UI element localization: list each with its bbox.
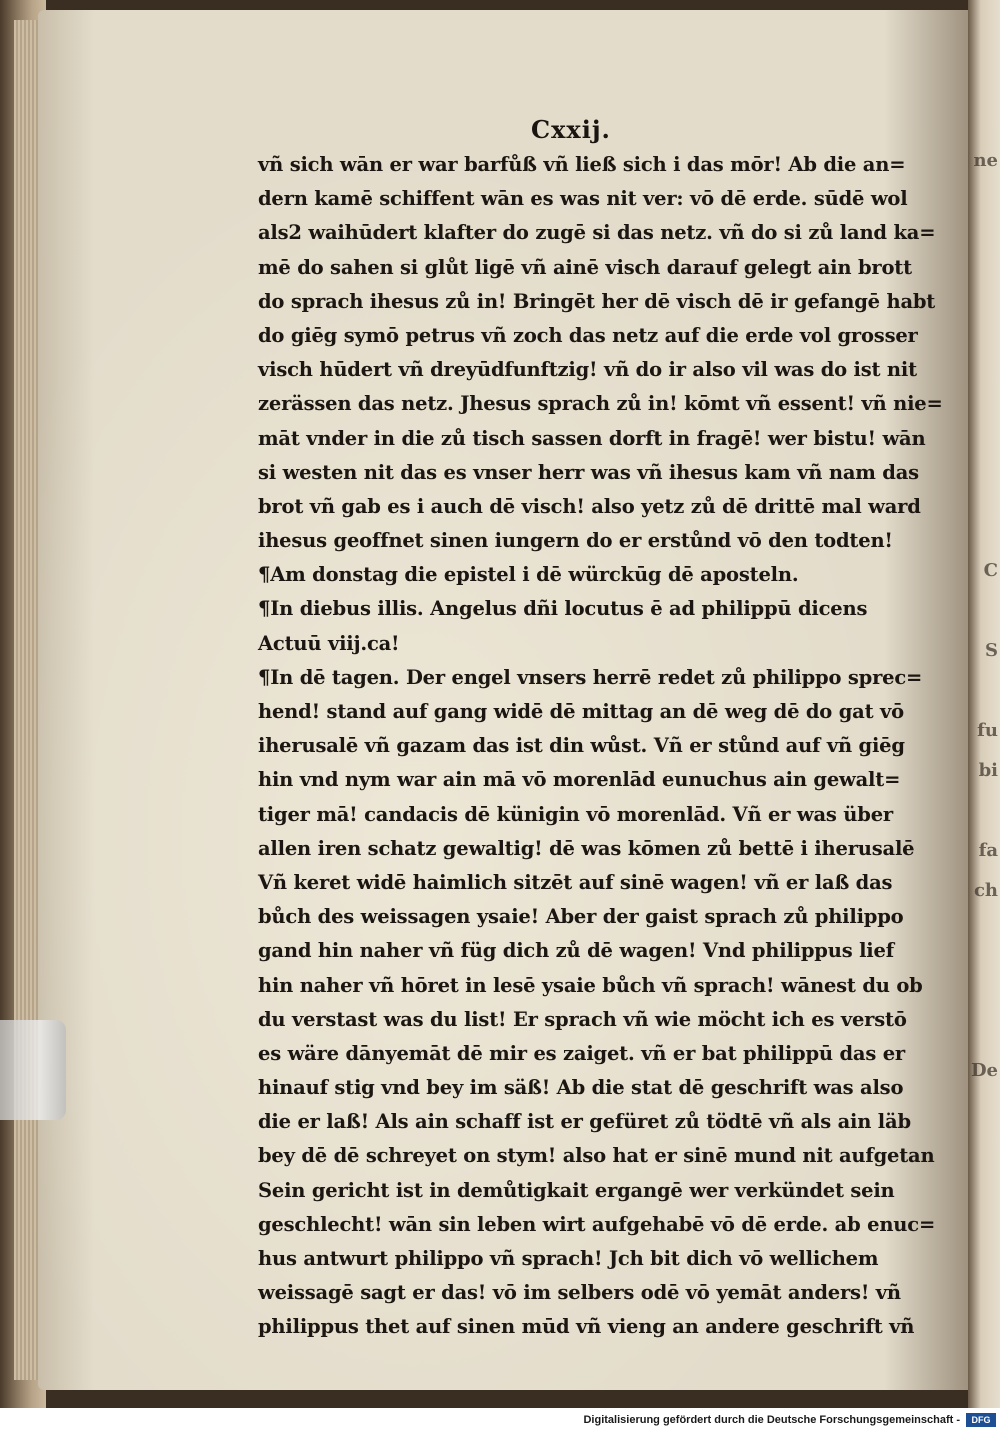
text-line: Vñ keret widē haimlich sitzēt auf sinē wagen! vñ er laß das xyxy=(258,870,893,894)
adjacent-page-fragment: De xyxy=(970,1060,998,1081)
text-line: visch hūdert vñ dreyūdfunftzig! vñ do ir also vil was do ist nit xyxy=(258,358,917,382)
adjacent-page-fragment: ne xyxy=(973,150,998,171)
adjacent-page-fragment: C xyxy=(983,560,998,581)
text-line: geschlecht! wān sin leben wirt aufgehabē vō dē erde. ab enuc= xyxy=(258,1212,936,1236)
footer-bar xyxy=(0,1408,1000,1432)
text-line: hin naher vñ hōret in lesē ysaie bůch vñ sprach! wānest du ob xyxy=(258,973,923,997)
text-line: do giēg symō petrus vñ zoch das netz auf die erde vol grosser xyxy=(258,323,918,347)
text-line: Actuū viij.ca! xyxy=(258,631,400,655)
text-line: tiger mā! candacis dē künigin vō morenlād. Vñ er was über xyxy=(258,802,893,826)
text-line: die er laß! Als ain schaff ist er gefüret zů tödtē vñ als ain läb xyxy=(258,1110,911,1134)
text-line: ¶In dē tagen. Der engel vnsers herrē redet zů philippo sprec= xyxy=(258,665,923,689)
adjacent-page-fragment: fu xyxy=(977,720,998,741)
text-line: bůch des weissagen ysaie! Aber der gaist sprach zů philippo xyxy=(258,905,904,929)
text-line: bey dē dē schreyet on stym! also hat er sinē mund nit aufgetan xyxy=(258,1144,935,1168)
text-line: māt vnder in die zů tisch sassen dorft in fragē! wer bistu! wān xyxy=(258,426,926,450)
text-line: ¶In diebus illis. Angelus dñi locutus ē ad philippū dicens xyxy=(258,597,868,621)
text-line: brot vñ gab es i auch dē visch! also yetz zů dē drittē mal ward xyxy=(258,494,921,518)
text-line: zerässen das netz. Jhesus sprach zů in! kōmt vñ essent! vñ nie= xyxy=(258,392,943,416)
text-line: do sprach ihesus zů in! Bringēt her dē visch dē ir gefangē habt xyxy=(258,289,936,313)
funding-credit: Digitalisierung gefördert durch die Deutsche Forschungsgemeinschaft - xyxy=(583,1414,960,1426)
adjacent-page-fragment: bi xyxy=(978,760,998,781)
text-line: hin vnd nym war ain mā vō morenlād eunuchus ain gewalt= xyxy=(258,768,901,792)
text-line: als2 waihūdert klafter do zugē si das netz. vñ do si zů land ka= xyxy=(258,221,936,245)
text-line: es wäre dānyemāt dē mir es zaiget. vñ er bat philippū das er xyxy=(258,1041,905,1065)
adjacent-page-edge xyxy=(968,0,1000,1408)
page-clip xyxy=(0,1020,66,1120)
text-line: hend! stand auf gang widē dē mittag an dē weg dē do gat vō xyxy=(258,700,904,723)
text-line: si westen nit das es vnser herr was vñ ihesus kam vñ nam das xyxy=(258,460,919,484)
text-line: dern kamē schiffent wān es was nit ver: vō dē erde. sūdē wol xyxy=(258,187,908,211)
adjacent-page-fragment: ch xyxy=(973,880,998,901)
text-line: hinauf stig vnd bey im säß! Ab die stat dē geschrift was also xyxy=(258,1076,904,1100)
text-line: hus antwurt philippo vñ sprach! Jch bit dich vō wellichem xyxy=(258,1247,879,1270)
text-line: ihesus geoffnet sinen iungern do er erstůnd vō den todten! xyxy=(258,529,893,553)
text-line: ¶Am donstag die epistel i dē würckūg dē aposteln. xyxy=(258,563,799,587)
text-line: philippus thet auf sinen mūd vñ vieng an andere geschrift vñ xyxy=(258,1315,915,1339)
text-line: Sein gericht ist in demůtigkait ergangē wer verkündet sein xyxy=(258,1178,895,1202)
text-line: allen iren schatz gewaltig! dē was kōmen zů bettē i iherusalē xyxy=(258,836,915,860)
folio-number: Cxxij. xyxy=(531,115,611,144)
text-line: vñ sich wān er war barfůß vñ ließ sich i das mōr! Ab die an= xyxy=(258,153,906,176)
adjacent-page-fragment: fa xyxy=(978,840,998,861)
adjacent-page-fragment: S xyxy=(985,640,998,661)
text-line: iherusalē vñ gazam das ist din wůst. Vñ er stůnd auf vñ giēg xyxy=(258,734,905,758)
text-line: gand hin naher vñ füg dich zů dē wagen! Vnd philippus lief xyxy=(258,939,894,963)
text-line: mē do sahen si glůt ligē vñ ainē visch darauf gelegt ain brott xyxy=(258,255,912,279)
page-text-block xyxy=(258,148,943,1345)
dfg-logo: DFG xyxy=(966,1413,996,1427)
text-line: weissagē sagt er das! vō im selbers odē vō yemāt anders! vñ xyxy=(258,1281,901,1305)
text-line: du verstast was du list! Er sprach vñ wie möcht ich es verstō xyxy=(258,1007,907,1031)
